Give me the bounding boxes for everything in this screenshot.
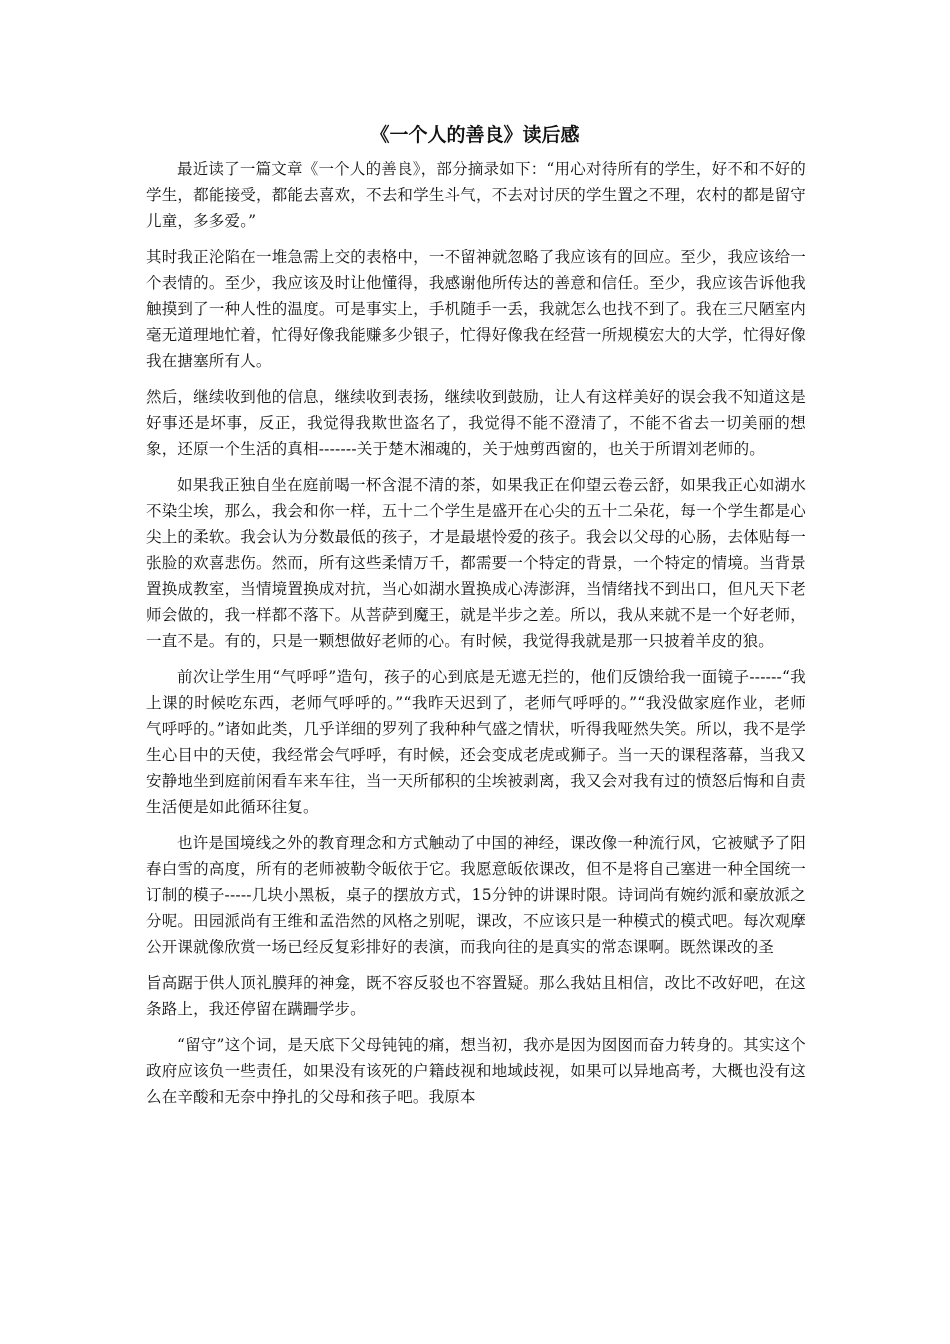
- paragraph-1: 最近读了一篇文章《一个人的善良》，部分摘录如下：“用心对待所有的学生，好不和不好的学生，都能接受，都能去喜欢，不去和学生斗气，不去对讨厌的学生置之不理，农村的都是留守儿童，多多爱。”: [146, 160, 806, 230]
- paragraph-5: 前次让学生用“气呼呼”造句，孩子的心到底是无遮无拦的，他们反馈给我一面镜子------“我上课的时候吃东西，老师气呼呼的。”“我昨天迟到了，老师气呼呼的。”“我没做家庭作业，老师气呼呼的。”诸如此类，几乎详细的罗列了我种种气盛之情状，听得我哑然失笑。所以，我不是学生心目中的天使，我经常会气呼呼，有时候，还会变成老虎或狮子。当一天的课程落幕，当我又安静地坐到庭前闲看车来车往，当一天所郁积的尘埃被剥离，我又会对我有过的愤怒后悔和自责生活便是如此循环往复。: [146, 668, 806, 816]
- document-title: 《一个人的善良》读后感: [370, 124, 580, 146]
- paragraph-3: 然后，继续收到他的信息，继续收到表扬，继续收到鼓励，让人有这样美好的误会我不知道这是好事还是坏事，反正，我觉得我欺世盗名了，我觉得不能不澄清了，不能不省去一切美丽的想象，还原一个生活的真相-------关于楚木湘魂的，关于烛剪西窗的，也关于所谓刘老师的。: [146, 388, 806, 458]
- paragraph-2: 其时我正沦陷在一堆急需上交的表格中，一不留神就忽略了我应该有的回应。至少，我应该给一个表情的。至少，我应该及时让他懂得，我感谢他所传达的善意和信任。至少，我应该告诉他我触摸到了一种人性的温度。可是事实上，手机随手一丢，我就怎么也找不到了。我在三尺陋室内毫无道理地忙着，忙得好像我能赚多少银子，忙得好像我在经营一所规模宏大的大学，忙得好像我在搪塞所有人。: [146, 248, 806, 370]
- paragraph-8: “留守”这个词，是天底下父母钝钝的痛，想当初，我亦是因为囡囡而奋力转身的。其实这个政府应该负一些责任，如果没有该死的户籍歧视和地域歧视，如果可以异地高考，大概也没有这么在辛酸和无奈中挣扎的父母和孩子吧。我原本: [146, 1036, 806, 1106]
- document-body: [146, 156, 806, 1120]
- paragraph-6: 也许是国境线之外的教育理念和方式触动了中国的神经，课改像一种流行风，它被赋予了阳春白雪的高度，所有的老师被勒令皈依于它。我愿意皈依课改，但不是将自己塞进一种全国统一订制的模子-----几块小黑板，桌子的摆放方式，15分钟的讲课时限。诗词尚有婉约派和豪放派之分呢。田园派尚有王维和孟浩然的风格之别呢，课改，不应该只是一种模式的模式吧。每次观摩公开课就像欣赏一场已经反复彩排好的表演，而我向往的是真实的常态课啊。既然课改的圣: [146, 834, 806, 956]
- paragraph-7: 旨高踞于供人顶礼膜拜的神龛，既不容反驳也不容置疑。那么我姑且相信，改比不改好吧，在这条路上，我还停留在蹒跚学步。: [146, 974, 806, 1018]
- paragraph-4: 如果我正独自坐在庭前喝一杯含混不清的茶，如果我正在仰望云卷云舒，如果我正心如湖水不染尘埃，那么，我会和你一样，五十二个学生是盛开在心尖的五十二朵花，每一个学生都是心尖上的柔软。我会认为分数最低的孩子，才是最堪怜爱的孩子。我会以父母的心肠，去体贴每一张脸的欢喜悲伤。然而，所有这些柔情万千，都需要一个特定的背景，一个特定的情境。当背景置换成教室，当情境置换成对抗，当心如湖水置换成心涛澎湃，当情绪找不到出口，但凡天下老师会做的，我一样都不落下。从菩萨到魔王，就是半步之差。所以，我从来就不是一个好老师，一直不是。有的，只是一颗想做好老师的心。有时候，我觉得我就是那一只披着羊皮的狼。: [146, 476, 806, 650]
